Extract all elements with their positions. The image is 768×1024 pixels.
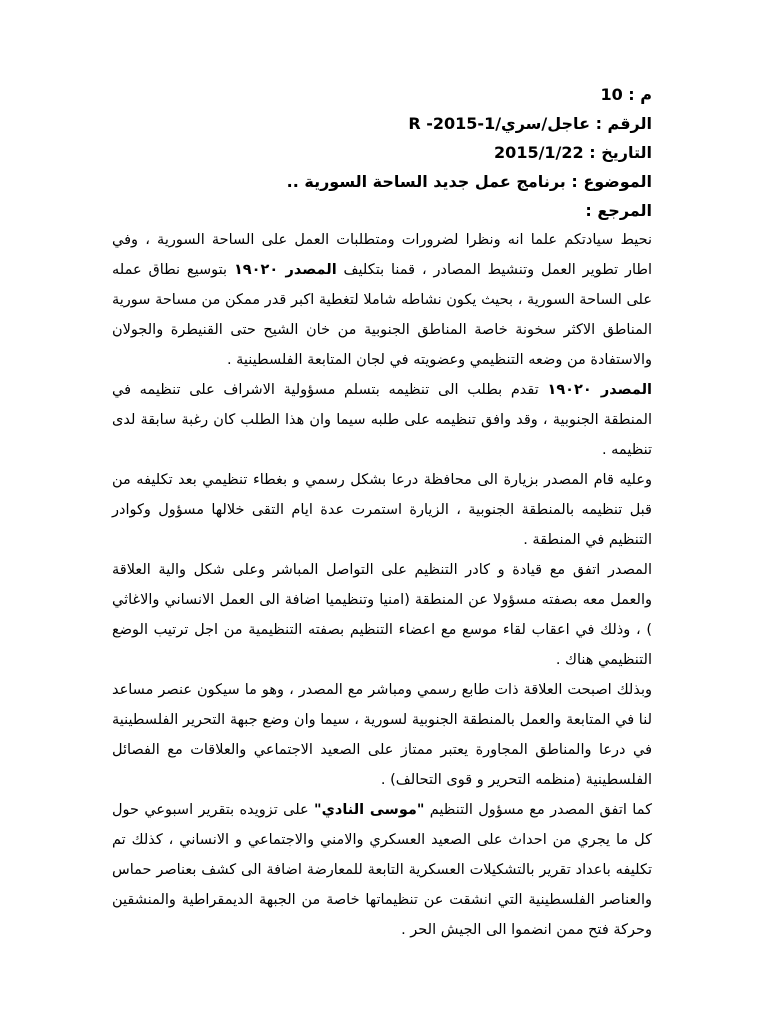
paragraph-1: نحيط سيادتكم علما انه ونظرا لضرورات ومتطلبات العمل على الساحة السورية ، وفي اطار تطوير العمل وتنشيط المصادر ، قمنا بتكليف المصدر ١٩٠٢٠ بتوسيع نطاق عمله على الساحة السورية ، بحيث يكون نشاطه شاملا لتغطية اكبر قدر ممكن من مساحة سورية المناطق الاكثر سخونة خاصة المناطق الجنوبية من خان الشيح حتى القنيطرة والجولان والاستفادة من وضعه التنظيمي وعضويته في لجان المتابعة الفلسطينية . [112, 232, 652, 368]
document-subject: الموضوع : برنامج عمل جديد الساحة السورية .. [286, 172, 652, 191]
ref-label: الرقم : عاجل/سري/ [495, 114, 652, 133]
number-value: 10 [600, 85, 623, 104]
source-code: المصدر ١٩٠٢٠ [547, 382, 652, 398]
paragraph-4: المصدر اتفق مع قيادة و كادر التنظيم على التواصل المباشر وعلى شكل والية العلاقة والعمل معه بصفته مسؤولا عن المنطقة (امنيا وتنظيميا اضافة الى العمل الانساني والاغاثي ) ، وذلك في اعقاب لقاء موسع مع اعضاء التنظيم بصفته التنظيمية من اجل ترتيب الوضع التنظيمي هناك . [112, 562, 652, 668]
document-ref [112, 109, 652, 138]
date-value: 2015/1/22 [494, 143, 584, 162]
ref-value: R -2015-1 [408, 114, 496, 133]
person-name: "موسى النادي" [314, 802, 425, 818]
document-page [112, 80, 652, 945]
document-reference: المرجع : [585, 201, 652, 220]
document-date [112, 138, 652, 167]
paragraph-5: وبذلك اصبحت العلاقة ذات طابع رسمي ومباشر مع المصدر ، وهو ما سيكون عنصر مساعد لنا في المتابعة والعمل بالمنطقة الجنوبية لسورية ، سيما وان وضع جبهة التحرير الفلسطينية في درعا والمناطق المجاورة يعتبر ممتاز على الصعيد الاجتماعي والعلاقات مع الفصائل الفلسطينية (منظمه التحرير و قوى التحالف) . [112, 682, 652, 788]
paragraph-2: المصدر ١٩٠٢٠ تقدم بطلب الى تنظيمه بتسلم مسؤولية الاشراف على تنظيمه في المنطقة الجنوبية ، وقد وافق تنظيمه على طلبه سيما وان هذا الطلب كان رغبة سابقة لدى تنظيمه . [112, 382, 652, 458]
document-number [112, 80, 652, 109]
number-label: م : [628, 85, 652, 104]
source-code: المصدر ١٩٠٢٠ [233, 262, 337, 278]
paragraph-6: كما اتفق المصدر مع مسؤول التنظيم "موسى النادي" على تزويده بتقرير اسبوعي حول كل ما يجري من احداث على الصعيد العسكري والامني والاجتماعي و الانساني ، كذلك تم تكليفه باعداد تقرير بالتشكيلات العسكرية التابعة للمعارضة اضافة الى كشف بعناصر حماس والعناصر الفلسطينية التي انشقت عن تنظيماتها خاصة من الجبهة الديمقراطية والمنشقين وحركة فتح ممن انضموا الى الجيش الحر . [112, 802, 652, 938]
paragraph-3: وعليه قام المصدر بزيارة الى محافظة درعا بشكل رسمي و بغطاء تنظيمي بعد تكليفه من قبل تنظيمه بالمنطقة الجنوبية ، الزيارة استمرت عدة ايام التقى خلالها مسؤول وكوادر التنظيم في المنطقة . [112, 472, 652, 548]
date-label: التاريخ : [589, 143, 652, 162]
